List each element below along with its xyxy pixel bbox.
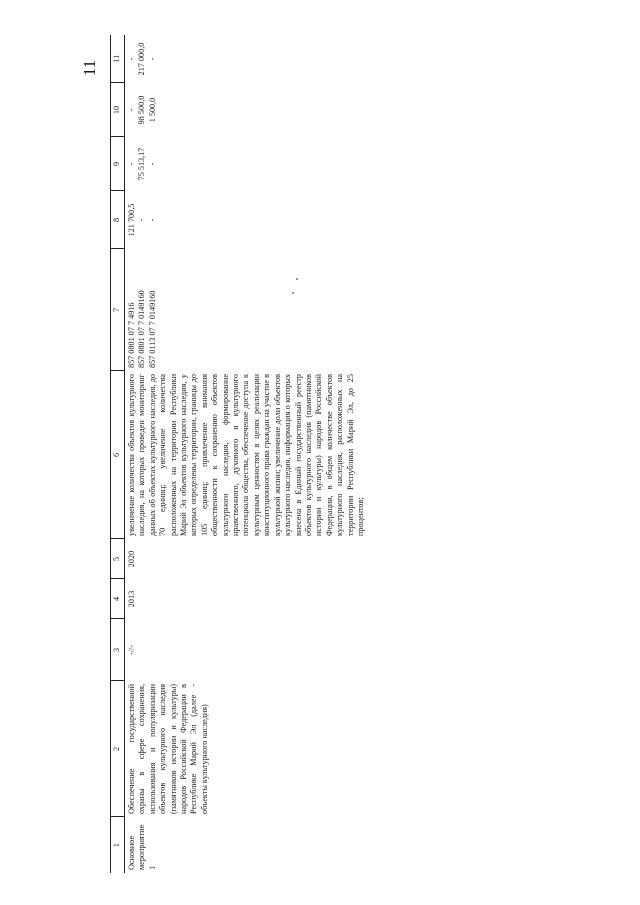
- amount-col11-cell: [125, 35, 369, 83]
- rotated-table-wrapper: [110, 35, 530, 873]
- end-year: 2020: [127, 550, 136, 568]
- column-number-row: [111, 35, 125, 873]
- amount-value: -: [127, 108, 136, 112]
- measure-name: Основное мероприятие 1: [127, 824, 157, 870]
- column-number: 11: [111, 35, 125, 83]
- amount-value: 121 700,5: [127, 203, 136, 237]
- column-number: 6: [111, 371, 125, 539]
- column-number: 4: [111, 579, 125, 619]
- column-number: 3: [111, 619, 125, 681]
- page-number: 11: [80, 59, 99, 77]
- budget-code: 857 0113 07 7 0149160: [147, 290, 157, 368]
- amount-value: 98 500,0: [137, 95, 147, 125]
- amount-col10-cell: [125, 83, 369, 137]
- column-number: 2: [111, 681, 125, 817]
- expected-results: увеличение количества объектов культурного наследия, на которых проведен мониторинг данных об объектах культурного наследия, до 70 единиц; увеличение количества расположенных на территории Республики Марий Эл объектов культурного наследия, у которых определены территории, границы до 105 единиц; привлечение внимания общественности к сохранению объектов культурного наследия, формирование нравственного, духовного и культурного потенциала общества, обеспечение доступа к культурным ценностям в целях реализации конституционного права граждан на участие в культурной жизни; увеличение доли объектов культурного наследия, информация о которых внесена в Единый государственный реестр объектов культурного наследия (памятников истории и культуры) народов Российской Федерации, в общем количестве объектов культурного наследия, расположенных на территории Республики Марий Эл, до 25 процентов;: [127, 374, 365, 536]
- column-number: 8: [111, 191, 125, 249]
- table-row: [125, 35, 369, 873]
- amount-value: -: [147, 57, 157, 61]
- amount-value: -: [127, 57, 136, 61]
- amount-value: -: [147, 162, 157, 166]
- column-number: 10: [111, 83, 125, 137]
- amount-value: 75 513,17: [137, 147, 147, 181]
- budget-code: 857 0801 07 7 4916: [127, 302, 136, 368]
- start-year: 2013: [127, 590, 136, 608]
- measure-description: Обеспечение государственной охраны в сфере сохранения, использования и популяризации объектов культурного наследия (памятников истории и культуры) народов Российской Федерации в Республике Марий Эл (далее - объекты культурного наследия): [127, 684, 209, 814]
- budget-code: 857 0801 07 7 0149160: [137, 290, 147, 368]
- amount-value: 1 500,0: [147, 97, 157, 123]
- column-number: 9: [111, 137, 125, 191]
- amount-value: -: [127, 162, 136, 166]
- amount-col9-cell: [125, 137, 369, 191]
- amount-value: -: [137, 218, 147, 222]
- program-table: [110, 35, 368, 873]
- column-number: 7: [111, 249, 125, 371]
- column-number: 1: [111, 817, 125, 873]
- amount-value: -: [147, 218, 157, 222]
- column-number: 5: [111, 539, 125, 579]
- amount-value: 217 000,0: [137, 42, 147, 76]
- amount-col8-cell: [125, 191, 369, 249]
- budget-codes-cell: [125, 249, 369, 371]
- executor-cell: -//-: [127, 645, 136, 656]
